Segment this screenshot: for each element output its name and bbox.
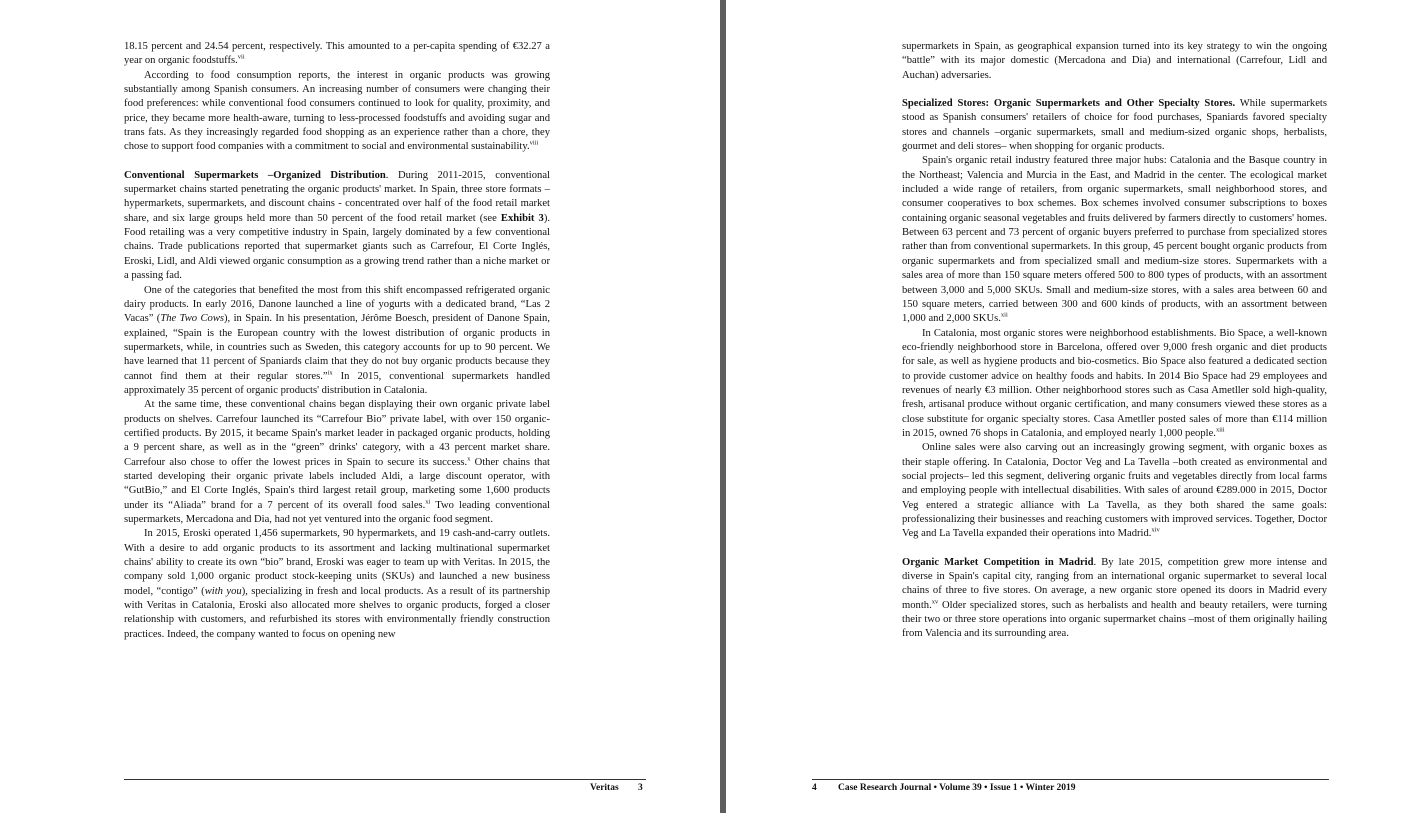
right-page [726,0,1422,813]
endnote-marker[interactable]: xiii [1215,426,1225,434]
footer-rule [124,779,646,780]
endnote-marker[interactable]: vii [237,53,245,61]
paragraph: supermarkets in Spain, as geographical expansion turned into its key strategy to win the ongoing “battle” with its major domestic (Mercadona and Dia) and international (Carrefour, Lidl and Auchan) adversaries. [902,41,1327,81]
endnote-marker[interactable]: xii [1000,311,1008,319]
page-number: 4 [812,783,817,793]
right-text-column [902,40,1327,642]
paragraph: Organic Market Competition in Madrid. By late 2015, competition grew more intense and diverse in Spain's capital city, ranging from an international organic supermarket to several local chains of three to five stores. On average, a new organic store opened its doors in Madrid every month.$^{xv}$ Older specialized stores, such as herbalists and health and beauty retailers, were turning their two or three store operations into organic supermarket chains –most of them originally hailing from Valencia and its surrounding area. [902,556,1327,640]
running-footer-journal: Case Research Journal • Volume 39 • Issue 1 • Winter 2019 [838,783,1076,793]
paragraph: Online sales were also carving out an increasingly growing segment, with organic boxes as their staple offering. In Catalonia, Doctor Veg and La Tavella –both created as environmental and social projects– led this segment, delivering organic fruits and vegetables directly from local farms and employing people with intellectual disabilities. With sales of around €289.000 in 2015, Doctor Veg entered a strategic alliance with La Tavella, as they both shared the same goals: professionalizing their businesses and reaching customers with improved services. Together, Doctor Veg and La Tavella expanded their operations into Madrid.$^{xiv}$ [902,442,1327,540]
paragraph: At the same time, these conventional chains began displaying their own organic private label products on shelves. Carrefour launched its “Carrefour Bio” private label, with over 150 organic-certified products. By 2015, it became Spain's market leader in packaged organic products, holding a 9 percent share, as well as in the “green” drinks' category, with a 43 percent market share. Carrefour also chose to offer the lowest prices in Spain to secure its success.$^x$ Other chains that started developing their organic private labels included Aldi, a large discount operator, with “GutBio,” and El Corte Inglés, Spain's third largest retail group, marketing some 1,600 products under its “Aliada” brand for a 7 percent of its overall food sales.$^{xi}$ Two leading conventional supermarkets, Mercadona and Dia, had not yet ventured into the organic food segment. [124,399,550,525]
endnote-marker[interactable]: x [467,455,471,463]
endnote-marker[interactable]: ix [327,369,333,377]
section-heading-madrid-competition: Organic Market Competition in Madrid [902,556,1094,568]
endnote-marker[interactable]: xi [425,498,431,506]
page-number: 3 [638,783,643,793]
endnote-marker[interactable]: xiv [1151,526,1160,534]
endnote-marker[interactable]: viii [529,139,539,147]
section-heading-specialized-stores: Specialized Stores: Organic Supermarkets and Other Specialty Stores. [902,98,1236,110]
paragraph: In 2015, Eroski operated 1,456 supermarkets, 90 hypermarkets, and 19 cash-and-carry outlets. With a desire to add organic products to its assortment and lacking multinational supermarket chains' ability to create its own “bio” brand, Eroski was eager to team up with Veritas. In 2015, the company sold 1,000 organic product stock-keeping units (SKUs) and launched a new business model, “contigo” (with you), specializing in fresh and local products. As a result of its partnership with Veritas in Catalonia, Eroski also allocated more shelves to organic products, forged a closer relationship with customers, and refurbished its stores with environmentally friendly construction practices. Indeed, the company wanted to focus on opening new [124,528,550,640]
paragraph: Conventional Supermarkets –Organized Distribution. During 2011-2015, conventional supermarket chains started penetrating the organic products' market. In Spain, three store formats –hypermarkets, supermarkets, and discount chains - concentrated over half of the food retail market share, and six large groups held more than 50 percent of the food retail market (see Exhibit 3). Food retailing was a very competitive industry in Spain, largely dominated by a few conventional chains. Trade publications reported that supermarket giants such as Carrefour, El Corte Inglés, Eroski, Lidl, and Aldi viewed organic consumption as a growing trend rather than a niche market or a passing fad. [124,169,550,282]
running-footer-title: Veritas [590,783,619,793]
paragraph: 18.15 percent and 24.54 percent, respectively. This amounted to a per-capita spending of €32.27 a year on organic foodstuffs.$^{vii}$ [124,41,550,67]
endnote-marker[interactable]: xv [931,598,939,606]
paragraph: In Catalonia, most organic stores were neighborhood establishments. Bio Space, a well-known eco-friendly neighborhood store in Barcelona, offered over 9,000 fresh organic and diet products for sale, as well as hygiene products and bio-cosmetics. Bio Space also featured a dedicated section to provide customer advice on healthy foods and habits. In 2014 Bio Space had 29 employees and revenues of nearly €3 million. Other neighborhood stores such as Casa Ametller sold high-quality, fresh, artisanal produce without organic certification, and many consumers viewed these stores as a close substitute for organic specialty stores. Casa Ametller posted sales of more than €114 million in 2015, owned 76 shops in Catalonia, and employed nearly 1,000 people.$^{xiii}$ [902,327,1327,439]
footer-rule [812,779,1329,780]
paragraph: One of the categories that benefited the most from this shift encompassed refrigerated organic dairy products. In early 2016, Danone launched a line of yogurts with a dedicated brand, “Las 2 Vacas” (The Two Cows), in Spain. In his presentation, Jérôme Boesch, president of Danone Spain, explained, “Spain is the European country with the lowest distribution of organic products in supermarkets, while, in countries such as Sweden, this category accounts for up to 90 percent. We have learned that 11 percent of Spaniards claim that they do not buy organic products because they cannot find them at their regular stores.”$^{ix}$ In 2015, conventional supermarkets handled approximately 35 percent of organic products' distribution in Catalonia. [124,284,551,396]
section-heading-conventional-supermarkets: Conventional Supermarkets –Organized Distribution [124,169,386,181]
paragraph: Spain's organic retail industry featured three major hubs: Catalonia and the Basque country in the Northeast; Valencia and Murcia in the East, and Madrid in the center. The ecological market included a wide range of retailers, from organic supermarkets, small neighborhood stores, and consumer cooperatives to box schemes. Box schemes involved consumer subscriptions to boxes containing organic seasonal vegetables and fruits delivered by farmers directly to customers' homes. Between 63 percent and 73 percent of organic buyers preferred to purchase from specialized stores rather than from conventional supermarkets. In this group, 45 percent bought organic products from organic supermarkets and from specialized small and medium-size stores. Supermarkets with a sales area of more than 150 square meters offered 500 to 800 types of products, with an assortment between 3,000 and 5,000 SKUs. Small and medium-size stores, with a sales area between 60 and 150 square meters, carried between 300 and 600 kinds of products, with an assortment between 1,000 and 2,000 SKUs.$^{xii}$ [902,155,1327,325]
exhibit-reference[interactable]: Exhibit 3 [500,212,544,224]
paragraph: Specialized Stores: Organic Supermarkets and Other Specialty Stores. While supermarkets stood as Spanish consumers' retailers of choice for food purchases, Spaniards favored specialty stores and channels –organic supermarkets, small and medium-sized organic shops, herbalists, gourmet and deli stores– when shopping for organic products. [902,98,1327,153]
paragraph: According to food consumption reports, the interest in organic products was growing substantially among Spanish consumers. An increasing number of consumers were changing their food preferences: while conventional food consumers continued to look for quality, proximity, and price, they became more health-aware, turning to less-processed foodstuffs and avoiding sugar and trans fats. As they increasingly regarded food shopping as an experience rather than a chore, they chose to support food companies with a commitment to social and environmental sustainability.$^{viii}$ [124,69,550,153]
left-text-column [124,40,550,642]
